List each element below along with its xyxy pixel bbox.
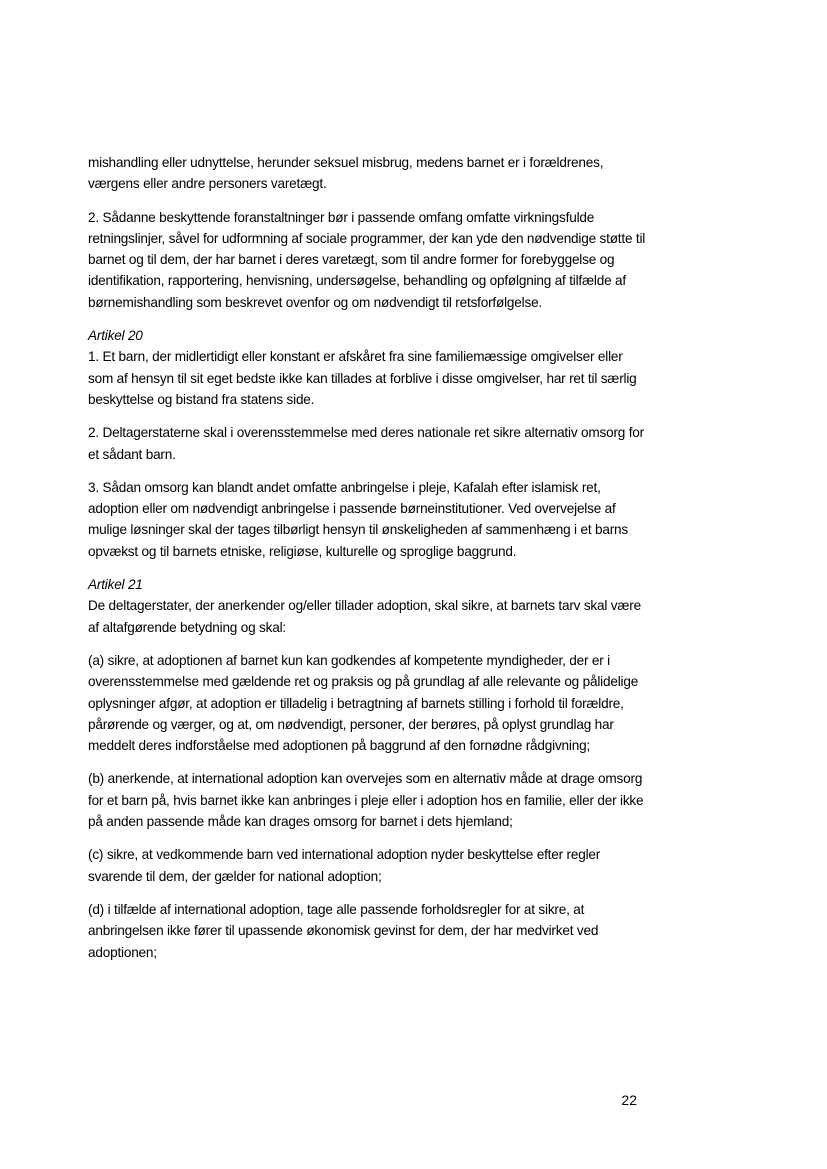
- paragraph: (d) i tilfælde af international adoption, tage alle passende forholdsregler for at sikre, at anbringelsen ikke fører til upassende økonomisk gevinst for dem, der har medvirket ved adoptionen;: [88, 901, 599, 960]
- paragraph: (b) anerkende, at international adoption kan overvejes som en alternativ måde at drage omsorg for et barn på, hvis barnet ikke kan anbringes i pleje eller i adoption hos en familie, eller der ikke på anden passende måde kan drages omsorg for barnet i dets hjemland;: [88, 771, 644, 830]
- page-content: [88, 152, 648, 975]
- paragraph: mishandling eller udnyttelse, herunder seksuel misbrug, medens barnet er i forældrenes, værgens eller andre personers varetægt.: [88, 155, 604, 192]
- paragraph: 2. Deltagerstaterne skal i overensstemmelse med deres nationale ret sikre alternativ omsorg for et sådant barn.: [88, 425, 644, 462]
- article-21-heading: Artikel 21: [88, 577, 143, 593]
- paragraph: De deltagerstater, der anerkender og/eller tillader adoption, skal sikre, at barnets tarv skal være af altafgørende betydning og skal:: [88, 598, 641, 635]
- page-number: 22: [621, 1092, 637, 1108]
- paragraph: (c) sikre, at vedkommende barn ved international adoption nyder beskyttelse efter regler svarende til dem, der gælder for national adoption;: [88, 847, 601, 884]
- paragraph: 2. Sådanne beskyttende foranstaltninger bør i passende omfang omfatte virkningsfulde retningslinjer, såvel for udformning af sociale programmer, der kan yde den nødvendige støtte til barnet og til dem, der har barnet i deres varetægt, som til andre former for forebyggelse og identifikation, rapportering, henvisning, undersøgelse, behandling og opfølgning af tilfælde af børnemishandling som beskrevet ovenfor og om nødvendigt til retsforfølgelse.: [88, 209, 646, 310]
- paragraph: (a) sikre, at adoptionen af barnet kun kan godkendes af kompetente myndigheder, der er i overensstemmelse med gældende ret og praksis og på grundlag af alle relevante og pålidelige oplysninger afgør, at adoption er tilladelig i betragtning af barnets stilling i forhold til forældre, pårørende og værger, og at, om nødvendigt, personer, der berøres, på oplyst grundlag har meddelt deres indforståelse med adoptionen på baggrund af den fornødne rådgivning;: [88, 652, 639, 754]
- paragraph: 3. Sådan omsorg kan blandt andet omfatte anbringelse i pleje, Kafalah efter islamisk ret, adoption eller om nødvendigt anbringelse i passende børneinstitutioner. Ved overvejelse af mulige løsninger skal der tages tilbørligt hensyn til ønskeligheden af sammenhæng i et barns opvækst og til barnets etniske, religiøse, kulturelle og sproglige baggrund.: [88, 479, 628, 559]
- article-20-heading: Artikel 20: [88, 328, 143, 344]
- paragraph: 1. Et barn, der midlertidigt eller konstant er afskåret fra sine familiemæssige omgivelser eller som af hensyn til sit eget bedste ikke kan tillades at forblive i disse omgivelser, har ret til særlig beskyttelse og bistand fra statens side.: [88, 349, 637, 407]
